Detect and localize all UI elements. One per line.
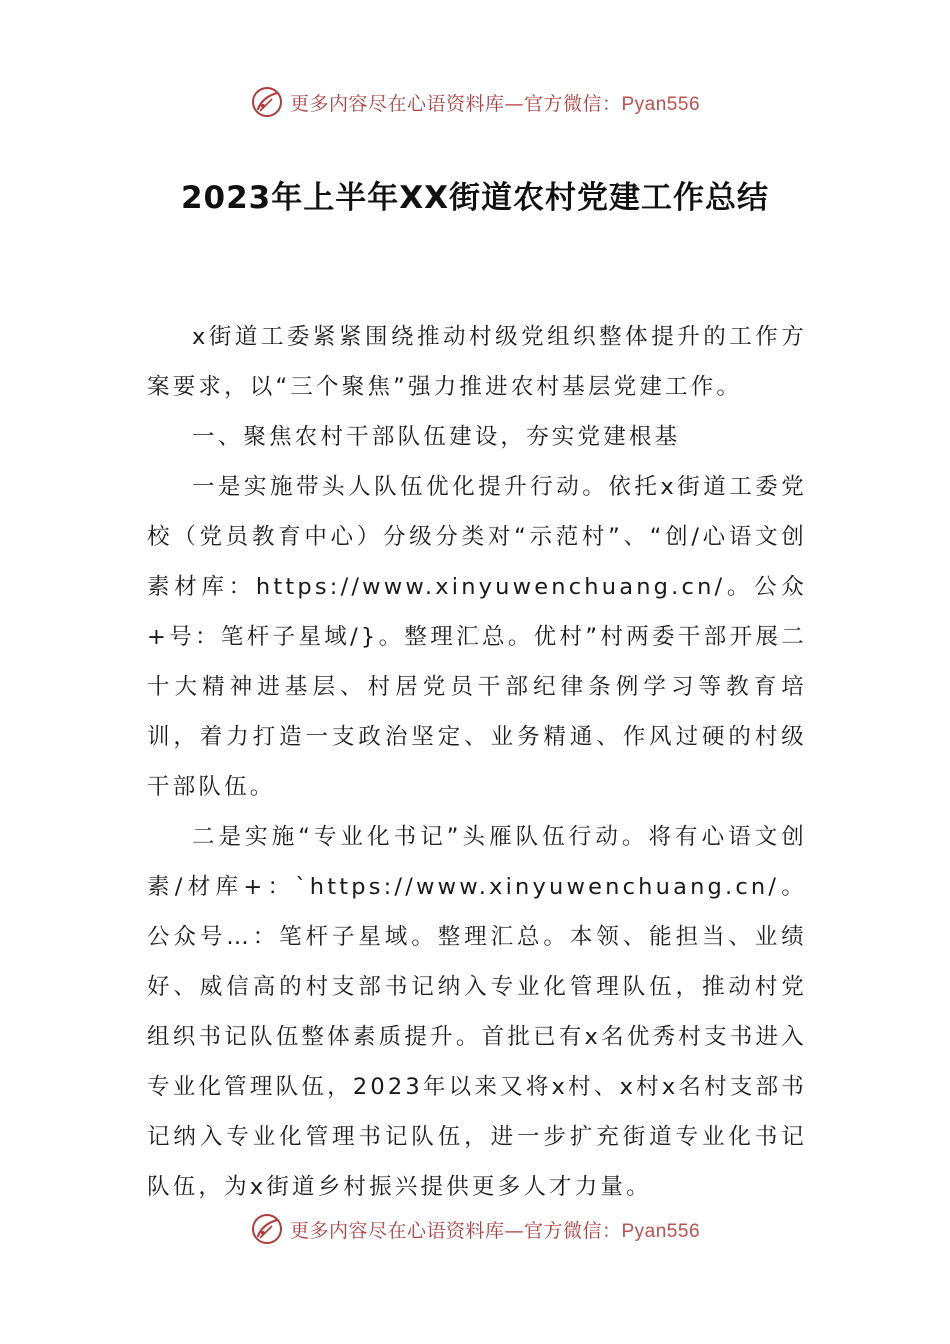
wechat-id: Pyan556 — [621, 93, 701, 115]
watermark-text: 更多内容尽在心语资料库—官方微信：Pyan556 — [289, 92, 701, 115]
paragraph-1: 一是实施带头人队伍优化提升行动。依托x街道工委党校（党员教育中心）分级分类对“示范村”、“创/心语文创素材库：https://www.xinyuwenchuang.cn/。公众+号：笔杆子星域/}。整理汇总。优村”村两委干部开展二十大精神进基层、村居党员干部纪律条例学习等教育培训，着力打造一支政治坚定、业务精通、作风过硬的村级干部队伍。 — [147, 474, 807, 800]
pen-scroll-logo-icon — [250, 1212, 284, 1246]
document-title: 2023年上半年XX街道农村党建工作总结 — [180, 180, 770, 216]
section-heading-1: 一、聚焦农村干部队伍建设，夯实党建根基 — [192, 424, 681, 450]
pen-scroll-logo-icon — [250, 85, 284, 119]
wechat-id: Pyan556 — [621, 1220, 701, 1242]
footer-watermark-banner — [0, 1209, 950, 1249]
header-watermark-banner — [0, 82, 950, 122]
watermark-text: 更多内容尽在心语资料库—官方微信：Pyan556 — [289, 1219, 701, 1242]
document-body — [147, 312, 807, 1212]
paragraph-2: 二是实施“专业化书记”头雁队伍行动。将有心语文创素/材库+：`https://www.xinyuwenchuang.cn/。公众号…：笔杆子星域。整理汇总。本领、能担当、业绩好、威信高的村支部书记纳入专业化管理队伍，推动村党组织书记队伍整体素质提升。首批已有x名优秀村支书进入专业化管理队伍，2023年以来又将x村、x村x名村支部书记纳入专业化管理书记队伍，进一步扩充街道专业化书记队伍，为x街道乡村振兴提供更多人才力量。 — [147, 824, 807, 1200]
paragraph-intro: x街道工委紧紧围绕推动村级党组织整体提升的工作方案要求，以“三个聚焦”强力推进农村基层党建工作。 — [147, 324, 807, 400]
